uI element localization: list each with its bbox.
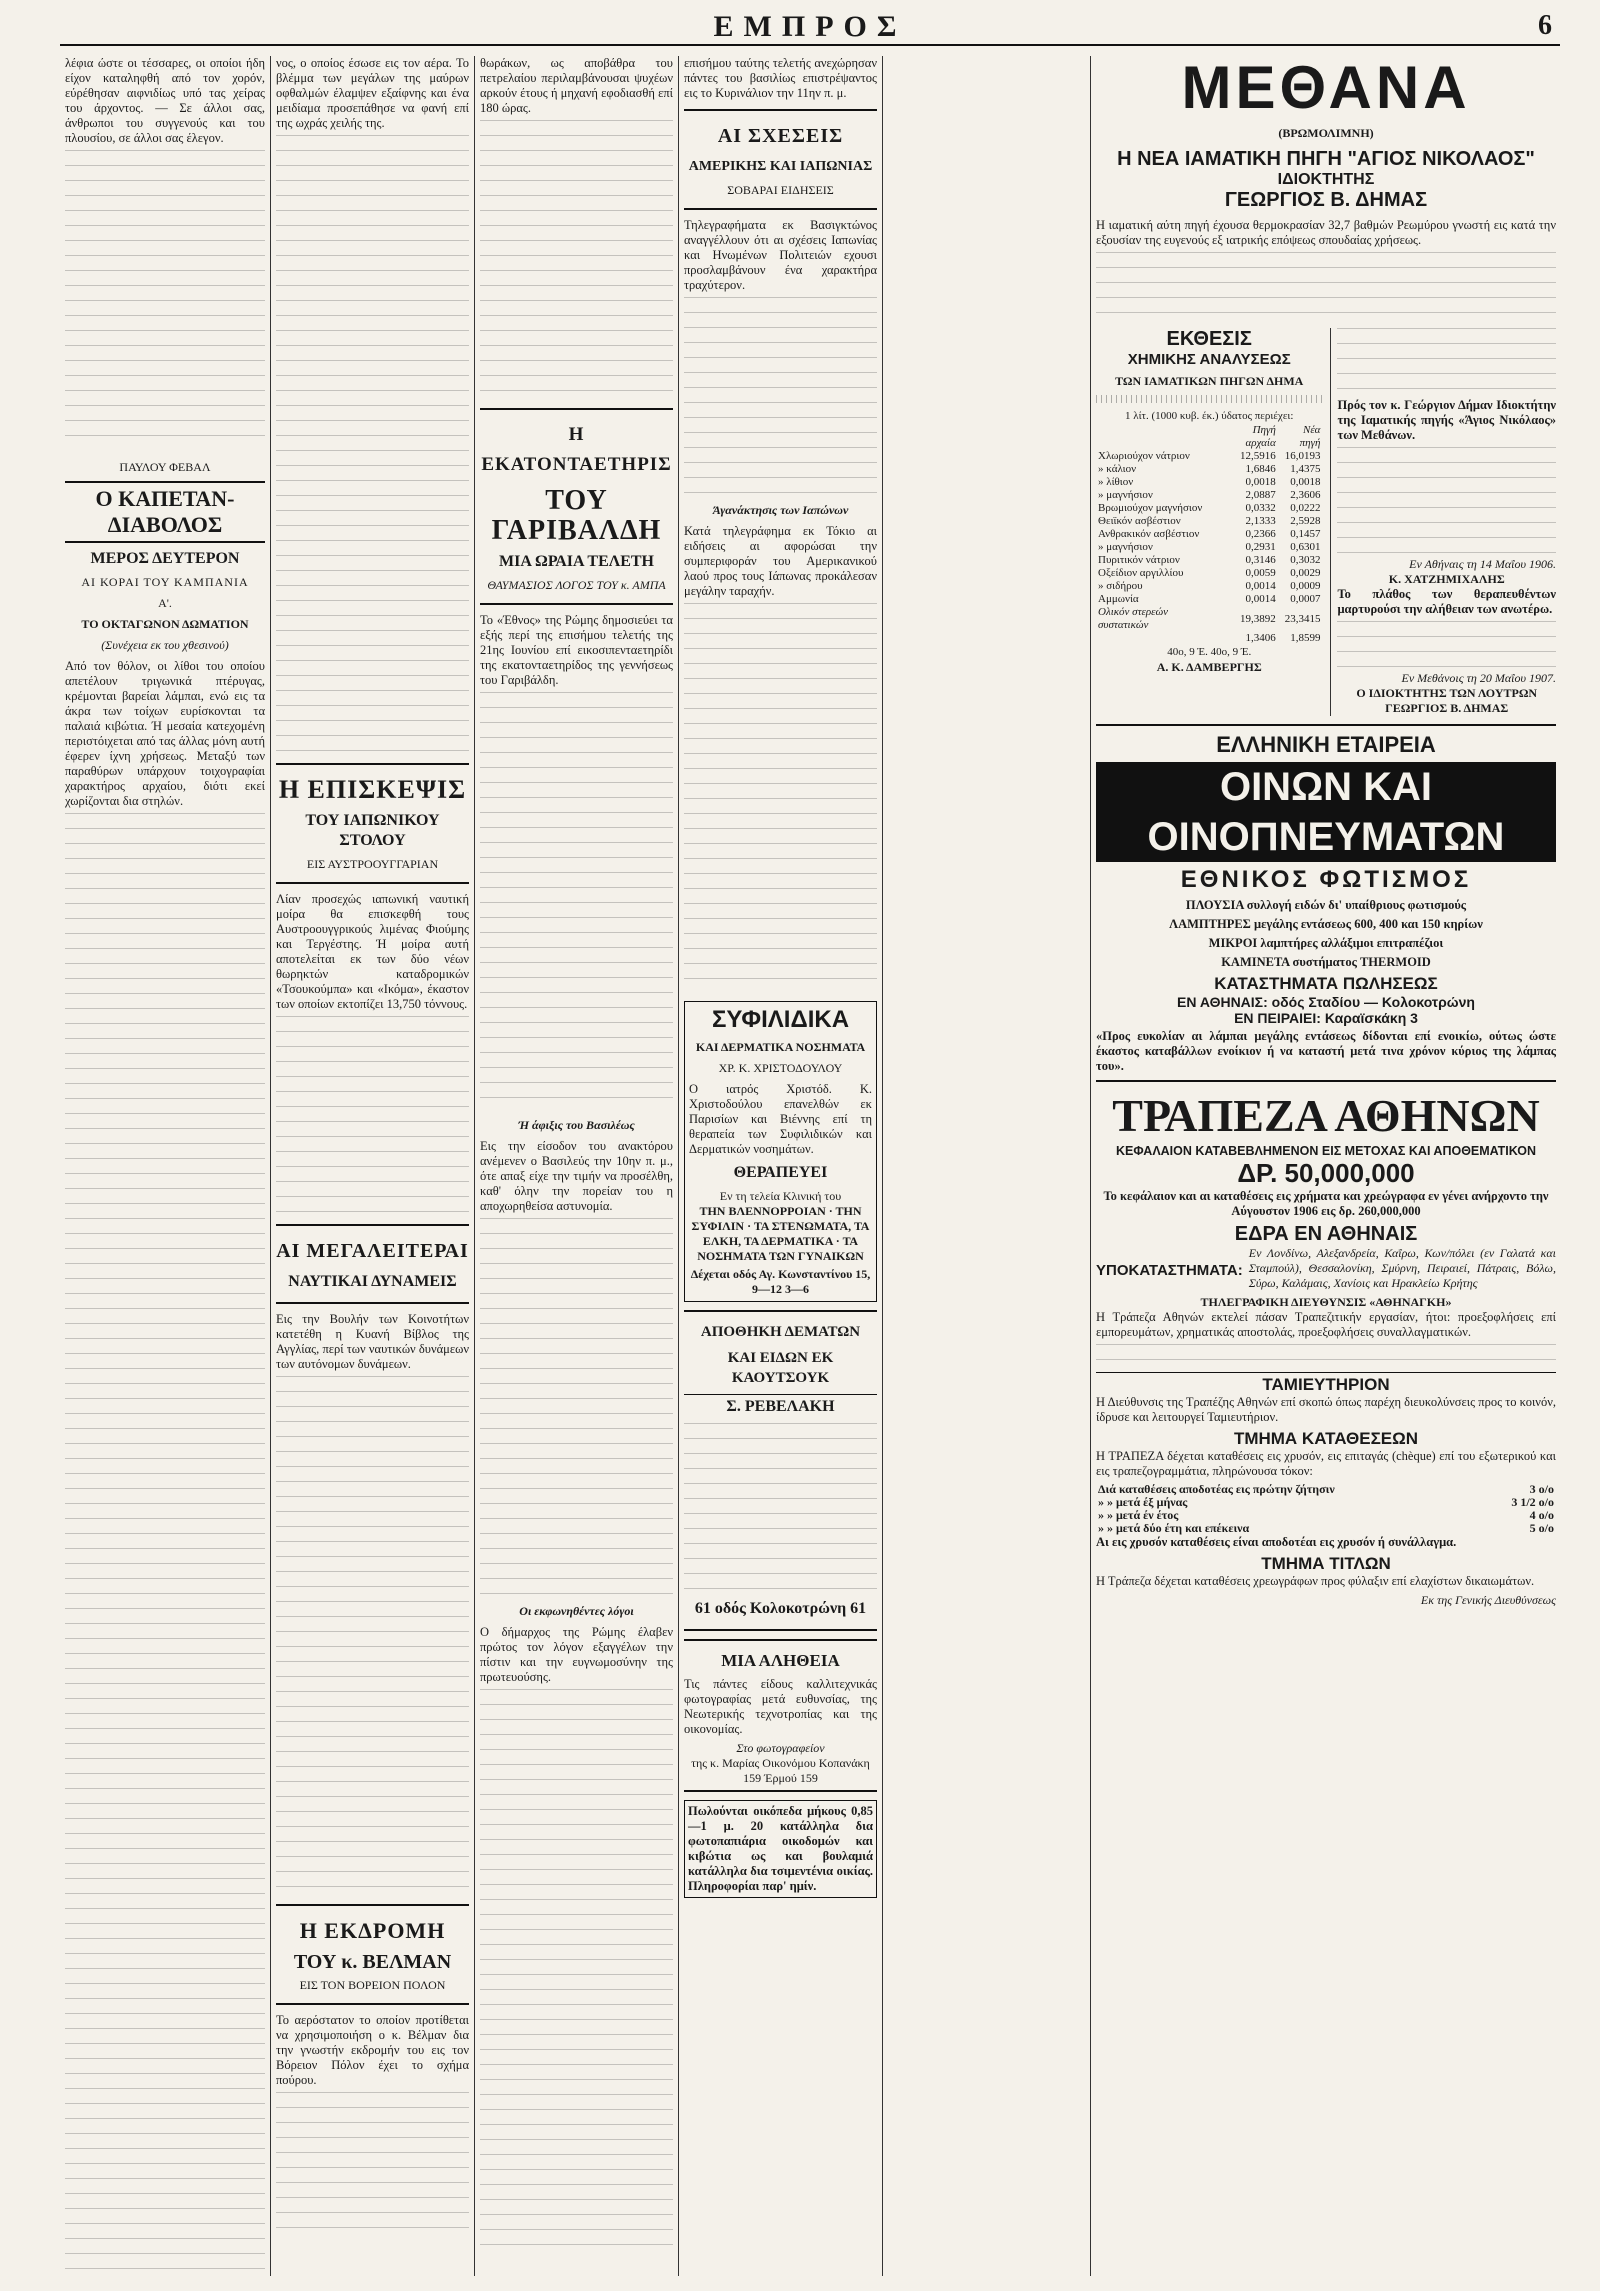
methana-owner-label: ΙΔΙΟΚΤΗΤΗΣ: [1277, 171, 1375, 188]
row-a: 2,0887: [1245, 489, 1276, 501]
deposits-title: ΤΜΗΜΑ ΚΑΤΑΘΕΣΕΩΝ: [1233, 1429, 1419, 1448]
methana-spring: Η ΝΕΑ ΙΑΜΑΤΙΚΗ ΠΗΓΗ "ΑΓΙΟΣ ΝΙΚΟΛΑΟΣ": [1117, 148, 1535, 170]
article-intro: επισήμου ταύτης τελετής ανεχώρησαν πάντες του βασιλίως επιστρέψαντος εις το Κυρινάλιον την 11ην π. μ.: [684, 56, 877, 100]
headline-sub: ΑΜΕΡΙΚΗΣ ΚΑΙ ΙΑΠΩΝΙΑΣ: [688, 159, 873, 174]
row-a: 0,0014: [1245, 580, 1276, 592]
analysis-title: ΕΚΘΕΣΙΣ: [1166, 328, 1252, 350]
testimonial-owner: Ο ΙΔΙΟΚΤΗΤΗΣ ΤΩΝ ΛΟΥΤΡΩΝ ΓΕΩΡΓΙΟΣ Β. ΔΗΜΑΣ: [1356, 686, 1538, 715]
wine-line: ΜΙΚΡΟΙ λαμπτήρες αλλάξιμοι επιτραπέζιοι: [1208, 936, 1444, 950]
photo-ad: [684, 1639, 877, 1792]
bank-ad: [1096, 1080, 1556, 1608]
rate-label: » » μετά έξ μήνας: [1098, 1495, 1188, 1509]
wine-line: ΚΑΜΙΝΕΤΑ συστήματος THERMOID: [1221, 955, 1431, 969]
row-a: 12,5916: [1240, 450, 1276, 462]
article-body: Το «Έθνος» της Ρώμης δημοσιεύει τα εξής περί της επισήμου τελετής της 21ης Ιουνίου επί εικοσιπενταετηρίδι της εκατονταετηρίδος της γεννήσεως του Γαριβάλδη.: [480, 613, 673, 687]
serial-continued: (Συνέχεια εκ του χθεσινού): [101, 638, 229, 652]
row-name: Πυριτικόν νάτριον: [1098, 554, 1180, 566]
table-row: [1096, 528, 1322, 541]
bank-sign: Εκ της Γενικής Διευθύνσεως: [1420, 1593, 1556, 1607]
titles-body: Η Τράπεζα δέχεται καταθέσεις χρεωγράφων προς φύλαξιν επί ελαχίστων δικαιωμάτων.: [1096, 1574, 1535, 1588]
row-name: Βρωμιούχον μαγνήσιον: [1098, 502, 1203, 514]
ad-subtitle: ΚΑΙ ΕΙΔΩΝ ΕΚ ΚΑΟΥΤΣΟΥΚ: [727, 1350, 834, 1386]
table-sum-row: [1096, 606, 1322, 632]
warehouse-ad: [684, 1310, 877, 1631]
wine-line: ΛΑΜΠΤΗΡΕΣ μεγάλης εντάσεως 600, 400 και 150 κηρίων: [1169, 917, 1483, 931]
wine-note: «Προς ευκολίαν αι λάμπαι μεγάλης εντάσεως δίδονται επί ενοικίω, ούτως ώστε έκαστος καταβάλλων ενοίκιον ή να καταστή μετά τινα χρόνον κύριος της λάμπας του».: [1096, 1029, 1556, 1073]
text-block: [1096, 1344, 1556, 1372]
rate-value: 5 ο/ο: [1529, 1521, 1554, 1535]
wine-company: ΕΛΛΗΝΙΚΗ ΕΤΑΙΡΕΙΑ: [1216, 732, 1436, 757]
text-block: [480, 1218, 673, 1598]
headline: Η ΕΠΙΣΚΕΨΙΣ: [278, 775, 467, 804]
headline: ΑΙ ΜΕΓΑΛΕΙΤΕΡΑΙ: [276, 1240, 469, 1262]
headline-sub: ΤΟΥ κ. ΒΕΛΜΑΝ: [293, 1951, 452, 1973]
ad-title: ΣΥΦΙΛΙΔΙΚΑ: [711, 1006, 850, 1033]
row-a: 0,3146: [1245, 554, 1276, 566]
row-a: 2,1333: [1245, 515, 1276, 527]
ad-studio: Στο φωτογραφείον: [736, 1741, 825, 1755]
gas-a: 1,3406: [1245, 632, 1276, 644]
article-body: Τηλεγραφήματα εκ Βασιγκτώνος αναγγέλλουν ότι αι σχέσεις Ιαπωνίας και Ηνωμένων Πολιτειών εχουσι προσλαμβάνουν ένα χαρακτήρα τραχύτερον.: [684, 218, 877, 292]
table-row: [1096, 567, 1322, 580]
article-subhead: Άγανάκτησις των Ιαπώνων: [712, 503, 849, 517]
headline: Η ΕΚΑΤΟΝΤΑΕΤΗΡΙΣ: [481, 424, 672, 475]
column-ads: [1096, 56, 1556, 2281]
text-block: [1337, 621, 1556, 671]
row-b: 0,6301: [1290, 541, 1321, 553]
analysis-temp: 40ο, 9 Έ. 40ο, 9 Έ.: [1167, 646, 1252, 658]
table-row: [1096, 489, 1322, 502]
text-block: [1096, 252, 1556, 322]
column-rule: [678, 56, 679, 2276]
analysis-sub: ΧΗΜΙΚΗΣ ΑΝΑΛΥΣΕΩΣ: [1127, 351, 1291, 368]
wine-ad: [1096, 724, 1556, 1074]
table-row: [1096, 476, 1322, 489]
analysis-unit: 1 λίτ. (1000 κυβ. έκ.) ύδατος περιέχει:: [1124, 410, 1294, 422]
text-block: [65, 813, 265, 2281]
sum-a: 19,3892: [1240, 612, 1276, 625]
bank-line: Το κεφάλαιον και αι καταθέσεις εις χρήματα και χρεώγραφα εν γένει ανήρχοντο την Αύγουστον 1906 εις δρ. 260,000,000: [1103, 1189, 1549, 1218]
text-block: [480, 692, 673, 1112]
article-body: Κατά τηλεγράφημα εκ Τόκιο αι ειδήσεις αι αφορώσαι την συμπεριφοράν του Αμερικανικού λαού προς τους Ιάπωνας προκάλεσαν μεγάλην ταραχήν.: [684, 524, 877, 598]
headline-box: [480, 408, 673, 605]
column-2: [276, 56, 469, 2281]
table-row: [1096, 541, 1322, 554]
row-b: 0,1457: [1290, 528, 1321, 540]
row-a: 0,2931: [1245, 541, 1276, 553]
table-row: [1096, 593, 1322, 606]
text-block: [1337, 328, 1556, 398]
savings-body: Η Διεύθυνσις της Τραπέζης Αθηνών επί σκοπώ όπως παρέχη διευκολύνσεις προς το κοινόν, ίδρυσε και λειτουργεί Ταμιευτήριον.: [1096, 1395, 1556, 1424]
analysis-table-area: [1096, 328, 1322, 716]
page-number: 6: [1538, 10, 1552, 41]
testimonial-date2: Εν Μεθάνοις τη 20 Μαΐου 1907.: [1401, 671, 1556, 685]
row-name: » λίθιον: [1098, 476, 1134, 488]
deposits-note: Αι εις χρυσόν καταθέσεις είναι αποδοτέαι εις χρυσόν ή συνάλλαγμα.: [1096, 1535, 1457, 1549]
ad-hours: Δέχεται οδός Αγ. Κωνσταντίνου 15, 9—12 3—6: [690, 1267, 871, 1296]
row-name: Οξείδιον αργιλλίου: [1098, 567, 1184, 579]
row-b: 0,0029: [1290, 567, 1321, 579]
serial-part: ΑΙ ΚΟΡΑΙ ΤΟΥ ΚΑΜΠΑΝΙΑ: [81, 575, 249, 589]
headline-sub: ΝΑΥΤΙΚΑΙ ΔΥΝΑΜΕΙΣ: [288, 1273, 457, 1290]
headline-box: [276, 1224, 469, 1304]
headline-box: [684, 109, 877, 210]
methana-title: ΜΕΘΑΝΑ: [1181, 56, 1471, 121]
table-row: [1096, 1522, 1556, 1535]
bank-title: ΤΡΑΠΕΖΑ ΑΘΗΝΩΝ: [1112, 1090, 1540, 1141]
headline-sub2: ΣΟΒΑΡΑΙ ΕΙΔΗΣΕΙΣ: [727, 183, 834, 197]
text-block: [684, 297, 877, 497]
titles-title: ΤΜΗΜΑ ΤΙΤΛΩΝ: [1261, 1554, 1391, 1573]
testimonial-area: [1330, 328, 1556, 716]
text-block: [480, 1689, 673, 2249]
bank-tel: ΤΗΛΕΓΡΑΦΙΚΗ ΔΙΕΥΘΥΝΣΙΣ «ΑΘΗΝΑΓΚΗ»: [1200, 1295, 1452, 1309]
headline-box: [276, 1904, 469, 2005]
serial-intro: λέφια ώστε οι τέσσαρες, οι οποίοι ήδη είχον καταληφθή από τον χορόν, εύρέθησαν αιφνιδίως υπό τας χείρας του άρχοντος. — Σε άλλοι σας, άνθρωποι του συγγενούς και του πλουσίου, σε άλλοι σας έλεγον.: [65, 56, 265, 145]
row-b: 0,3032: [1290, 554, 1321, 566]
serial-chapter: Α'.: [158, 596, 172, 610]
table-row: [1096, 632, 1322, 645]
testimonial-address: Πρός τον κ. Γεώργιον Δήμαν Ιδιοκτήτην της Ιαματικής πηγής «Άγιος Νικόλαος» των Μεθάνων.: [1337, 398, 1556, 442]
article-intro: νος, ο οποίος έσωσε εις τον αέρα. Το βλέμμα των μεγάλων της μαύρων οφθαλμών έλαμψεν εξαίφνης και ένα μειδίαμα προσεπάθησε να φανή επί της ωχράς χειλής της.: [276, 56, 469, 130]
column-rule: [1090, 56, 1091, 2276]
column-rule: [474, 56, 475, 2276]
table-row: [1096, 463, 1322, 476]
ad-therapy-sub: Εν τη τελεία Κλινική του: [719, 1189, 842, 1203]
row-a: 0,0059: [1245, 567, 1276, 579]
text-block: [1337, 447, 1556, 557]
testimonial-note: Το πλάθος των θεραπευθέντων μαρτυρούσι την αλήθειαν των ανωτέρω.: [1337, 587, 1556, 616]
headline-sub2: ΕΙΣ ΤΟΝ ΒΟΡΕΙΟΝ ΠΟΛΟΝ: [299, 1978, 446, 1992]
rate-label: » » μετά δύο έτη και επέκεινα: [1098, 1521, 1250, 1535]
rate-label: Διά καταθέσεις αποδοτέας εις πρώτην ζήτησιν: [1098, 1482, 1335, 1496]
article-subhead: Οι εκφωνηθέντες λόγοι: [519, 1604, 634, 1618]
column-3: [480, 56, 673, 2281]
bank-branches-label: ΥΠΟΚΑΤΑΣΤΗΜΑΤΑ:: [1096, 1262, 1243, 1279]
ad-therapy: ΘΕΡΑΠΕΥΕΙ: [733, 1164, 828, 1181]
analysis-block: [1096, 328, 1556, 716]
serial-subtitle: ΜΕΡΟΣ ΔΕΥΤΕΡΟΝ: [90, 550, 240, 567]
rate-value: 3 ο/ο: [1529, 1482, 1554, 1496]
ad-doctor: ΧΡ. Κ. ΧΡΙΣΤΟΔΟΥΛΟΥ: [718, 1061, 843, 1075]
methana-owner: ΓΕΩΡΓΙΟΣ Β. ΔΗΜΑΣ: [1224, 189, 1428, 211]
analysis-table: [1096, 424, 1322, 645]
ad-owner: Σ. ΡΕΒΕΛΑΚΗ: [684, 1394, 877, 1417]
column-rule: [270, 56, 271, 2276]
headline: ΑΙ ΣΧΕΣΕΙΣ: [717, 125, 844, 147]
serial-author: ΠΑΥΛΟΥ ΦΕΒΑΛ: [119, 460, 211, 474]
row-name: » κάλιον: [1098, 463, 1137, 475]
column-1: [65, 56, 265, 2281]
row-a: 0,0332: [1245, 502, 1276, 514]
table-row: [1096, 502, 1322, 515]
analysis-sub2: ΤΩΝ ΙΑΜΑΤΙΚΩΝ ΠΗΓΩΝ ΔΗΜΑ: [1115, 374, 1304, 388]
row-b: 2,3606: [1290, 489, 1321, 501]
analysis-sign: Α. Κ. ΔΑΜΒΕΡΓΗΣ: [1156, 660, 1262, 674]
row-a: 0,2366: [1245, 528, 1276, 540]
table-row: [1096, 580, 1322, 593]
ad-body: Ο ιατρός Χριστόδ. Κ. Χριστοδούλου επανελθών εκ Παρισίων και Βιέννης επί τη θεραπεία των Συφιλιδικών και Δερματικών νοσημάτων.: [689, 1082, 872, 1156]
wine-stores: ΚΑΤΑΣΤΗΜΑΤΑ ΠΩΛΗΣΕΩΣ: [1214, 974, 1438, 993]
text-block: [684, 1423, 877, 1593]
article-subhead: Ή άφιξις του Βασιλέως: [518, 1118, 635, 1132]
row-b: 0,0009: [1290, 580, 1321, 592]
headline-sub2: ΕΙΣ ΑΥΣΤΡΟΟΥΓΓΑΡΙΑΝ: [306, 857, 439, 871]
wine-title: ΟΙΝΩΝ ΚΑΙ ΟΙΝΟΠΝΕΥΜΑΤΩΝ: [1096, 762, 1556, 862]
serial-chapter-title: ΤΟ ΟΚΤΑΓΩΝΟΝ ΔΩΜΑΤΙΟΝ: [81, 617, 249, 631]
gas-b: 1,8599: [1290, 632, 1321, 644]
row-name: Θειϊκόν ασβέστιον: [1098, 515, 1181, 527]
bank-branches: Εν Λονδίνω, Αλεξανδρεία, Καΐρω, Κων/πόλει (εν Γαλατά και Σταμπούλ), Θεσσαλονίκη, Σμύρνη, Πειραιεί, Πάτραις, Βόλω, Σύρω, Καλάμαις, Χανίοις και Ηρακλείω Κρήτης: [1248, 1246, 1556, 1290]
testimonial-name: Κ. ΧΑΤΖΗΜΙΧΑΛΗΣ: [1388, 572, 1505, 586]
text-block: [276, 2092, 469, 2232]
row-a: 1,6846: [1245, 463, 1276, 475]
row-name: » μαγνήσιον: [1098, 489, 1153, 501]
wine-line: ΠΛΟΥΣΙΑ συλλογή ειδών δι' υπαίθριους φωτισμούς: [1185, 898, 1467, 912]
ad-title: ΜΙΑ ΑΛΗΘΕΙΑ: [721, 1651, 840, 1670]
row-name: Ανθρακικόν ασβέστιον: [1098, 528, 1200, 540]
methana-sub: (ΒΡΩΜΟΛΙΜΝΗ): [1278, 126, 1374, 140]
row-b: 0,0018: [1290, 476, 1321, 488]
ad-list: ΤΗΝ ΒΛΕΝΝΟΡΡΟΙΑΝ · ΤΗΝ ΣΥΦΙΛΙΝ · ΤΑ ΣΤΕΝΩΜΑΤΑ, ΤΑ ΕΛΚΗ, ΤΑ ΔΕΡΜΑΤΙΚΑ · ΤΑ ΝΟΣΗΜΑΤΑ ΤΩΝ ΓΥΝΑΙΚΩΝ: [691, 1204, 870, 1263]
row-b: 0,0007: [1290, 593, 1321, 605]
article-body: Εις την είσοδον του ανακτόρου ανέμενεν ο Βασιλεύς την 10ην π. μ., ότε απαξ είχε την τιμήν να προσέλθη, καθ' όλην την πορείαν του η αποχωρηθείσα αστυνομία.: [480, 1139, 673, 1213]
headline-sub3: ΘΑΥΜΑΣΙΟΣ ΛΟΓΟΣ ΤΟΥ κ. ΑΜΠΑ: [487, 578, 666, 592]
table-row: [1096, 515, 1322, 528]
headline: Η ΕΚΔΡΟΜΗ: [299, 1918, 446, 1943]
plots-ad: Πωλούνται οικόπεδα μήκους 0,85—1 μ. 20 κατάλληλα δια φωτοπαπιάρια οικοδομών και κιβώτια ως και βουλαμιά κατάλληλα δια τσιμεντένια οικίας. Πληροφορίαι παρ' ημίν.: [684, 1800, 877, 1898]
syphilis-ad: [684, 1001, 877, 1302]
bank-capital: ΔΡ. 50,000,000: [1237, 1158, 1415, 1188]
row-name: » μαγνήσιον: [1098, 541, 1153, 553]
col-a-header: Πηγή αρχαία: [1245, 424, 1276, 449]
bank-sub: ΚΕΦΑΛΑΙΟΝ ΚΑΤΑΒΕΒΛΗΜΕΝΟΝ ΕΙΣ ΜΕΤΟΧΑΣ ΚΑΙ ΑΠΟΘΕΜΑΤΙΚΟΝ: [1116, 1144, 1536, 1158]
row-b: 1,4375: [1290, 463, 1321, 475]
headline-sub: ΤΟΥ ΙΑΠΩΝΙΚΟΥ ΣΤΟΛΟΥ: [305, 812, 440, 849]
row-b: 0,0222: [1290, 502, 1321, 514]
text-block: [276, 135, 469, 755]
divider: [1096, 395, 1322, 403]
row-a: 0,0014: [1245, 593, 1276, 605]
ad-body: Τις πάντες είδους καλλιτεχνικάς φωτογραφίας μετά ευθυνσίας, της Νεωτερικής τεχνοτροπίας και της οικονομίας.: [684, 1677, 877, 1736]
rate-label: » » μετά έν έτος: [1098, 1508, 1179, 1522]
article-body: Ο δήμαρχος της Ρώμης έλαβεν πρώτος τον λόγον εξαγγέλων την πίστιν και την ευγνωμοσύνην της πρωτευούσης.: [480, 1625, 673, 1684]
table-row: [1096, 554, 1322, 567]
ad-address: της κ. Μαρίας Οικονόμου Κοπανάκη 159 Έρμού 159: [691, 1756, 870, 1785]
headline-box: [276, 763, 469, 884]
article-body: Λίαν προσεχώς ιαπωνική ναυτική μοίρα θα επισκεφθή τους Αυστροουγγρικούς λιμένας Φιούμης και Τεργέστης. Ή μοίρα αυτή αποτελείται εκ των δύο νέων θωρηκτών καταδρομικών «Τσουκούμπα» και «Ικόμα», έκαστον των οποίων εκτοπίζει 13,750 τόννους.: [276, 892, 469, 1011]
column-4: [684, 56, 877, 2281]
row-name: » σιδήρου: [1098, 580, 1143, 592]
row-b: 16,0193: [1284, 450, 1321, 462]
sum-label: Ολικόν στερεών συστατικών: [1098, 606, 1169, 631]
row-name: Χλωριούχον νάτριον: [1098, 450, 1190, 462]
sum-b: 23,3415: [1284, 612, 1321, 625]
rate-value: 4 ο/ο: [1529, 1508, 1554, 1522]
deposits-body: Η ΤΡΑΠΕΖΑ δέχεται καταθέσεις εις χρυσόν, εις επιταγάς (chèque) επί του εξωτερικού και εις τραπεζογραμμάτια, πληρώνουσα τόκον:: [1096, 1449, 1556, 1478]
ad-title: ΑΠΟΘΗΚΗ ΔΕΜΑΤΩΝ: [700, 1324, 861, 1340]
ad-subtitle: ΚΑΙ ΔΕΡΜΑΤΙΚΑ ΝΟΣΗΜΑΤΑ: [695, 1040, 866, 1054]
article-intro: θωράκων, ως αποβάθρα του πετρελαίου περιλαμβάνουσαι ψυχέων αρκούν έτους ή μηχανή εφοδιασθή επί 180 ώρας.: [480, 56, 673, 115]
deposits-table: [1096, 1483, 1556, 1535]
bank-branches-row: [1096, 1246, 1556, 1295]
text-block: [276, 1376, 469, 1896]
wine-athens: ΕΝ ΑΘΗΝΑΙΣ: οδός Σταδίου — Κολοκοτρώνη: [1177, 994, 1475, 1010]
article-body: Το αερόστατον το οποίον προτίθεται να χρησιμοποιήση ο κ. Βέλμαν δια την γνωστήν εκδρομήν του εις τον Βόρειον Πόλον έχει το σχήμα πούρου.: [276, 2013, 469, 2087]
wine-sub: ΕΘΝΙΚΟΣ ΦΩΤΙΣΜΟΣ: [1180, 866, 1472, 893]
wine-piraeus: ΕΝ ΠΕΙΡΑΙΕΙ: Καραϊσκάκη 3: [1234, 1010, 1418, 1026]
testimonial-date: Εν Αθήναις τη 14 Μαΐου 1906.: [1409, 557, 1556, 571]
methana-ad: [1096, 56, 1556, 322]
article-body: Εις την Βουλήν των Κοινοτήτων κατετέθη η Κυανή Βίβλος της Αγγλίας, περί των ναυτικών δυνάμεων των αυτόνομων δυνάμεων.: [276, 1312, 469, 1371]
column-rule: [882, 56, 883, 2276]
page-header: [60, 8, 1560, 46]
newspaper-title: ΕΜΠΡΟΣ: [713, 10, 907, 43]
table-header: [1096, 424, 1322, 450]
bank-intro: Η Τράπεζα Αθηνών εκτελεί πάσαν Τραπεζιτικήν εργασίαν, ήτοι: προεξοφλήσεις επί εμπορευμάτων, χρηματικάς αποστολάς, προεξοφλήσεις συναλλαγματικών.: [1096, 1310, 1556, 1339]
text-block: [684, 603, 877, 993]
serial-body: Από τον θόλον, οι λίθοι του οποίου απετέλουν τριγωνικά πτέρυγας, κρέμονται βαρείαι λάμπαι, ενώ εις τα άκρα των τοίχων ευρίσκονται τα παλαιά κιβώτια. Ή μεσαία κατεχομένη περιστόιχεται από τας άλλας μόνη αυτή έφερεν ίχνη χρήσεως. Μεταξύ των παραθύρων υπάρχουν τοιχογραφίαι χαρακτήρος αρχαίου, διότι εκεί χωρίζονται δια στηλών.: [65, 659, 265, 808]
text-block: [480, 120, 673, 400]
rate-value: 3 1/2 ο/ο: [1511, 1495, 1554, 1509]
text-block: [276, 1016, 469, 1216]
headline-sub2: ΜΙΑ ΩΡΑΙΑ ΤΕΛΕΤΗ: [499, 553, 654, 570]
savings-title: ΤΑΜΙΕΥΤΗΡΙΟΝ: [1096, 1372, 1556, 1395]
col-b-header: Νέα πηγή: [1299, 424, 1321, 449]
headline-sub: ΤΟΥ ΓΑΡΙΒΑΛΔΗ: [491, 485, 662, 546]
text-block: [65, 150, 265, 450]
bank-seat: ΕΔΡΑ ΕΝ ΑΘΗΝΑΙΣ: [1234, 1223, 1418, 1245]
table-row: [1096, 450, 1322, 463]
ad-address: 61 οδός Κολοκοτρώνη 61: [694, 1600, 867, 1617]
serial-title: Ο ΚΑΠΕΤΑΝ-ΔΙΑΒΟΛΟΣ: [65, 481, 265, 543]
methana-body: Η ιαματική αύτη πηγή έχουσα θερμοκρασίαν 32,7 βαθμών Ρεωμύρου γνωστή εις κατά την εξουσίαν της ευγενούς εξ ιατρικής επόψεως σπουδαίας χρήσεως.: [1096, 218, 1556, 247]
row-b: 2,5928: [1290, 515, 1321, 527]
row-name: Αμμωνία: [1098, 593, 1139, 605]
row-a: 0,0018: [1245, 476, 1276, 488]
